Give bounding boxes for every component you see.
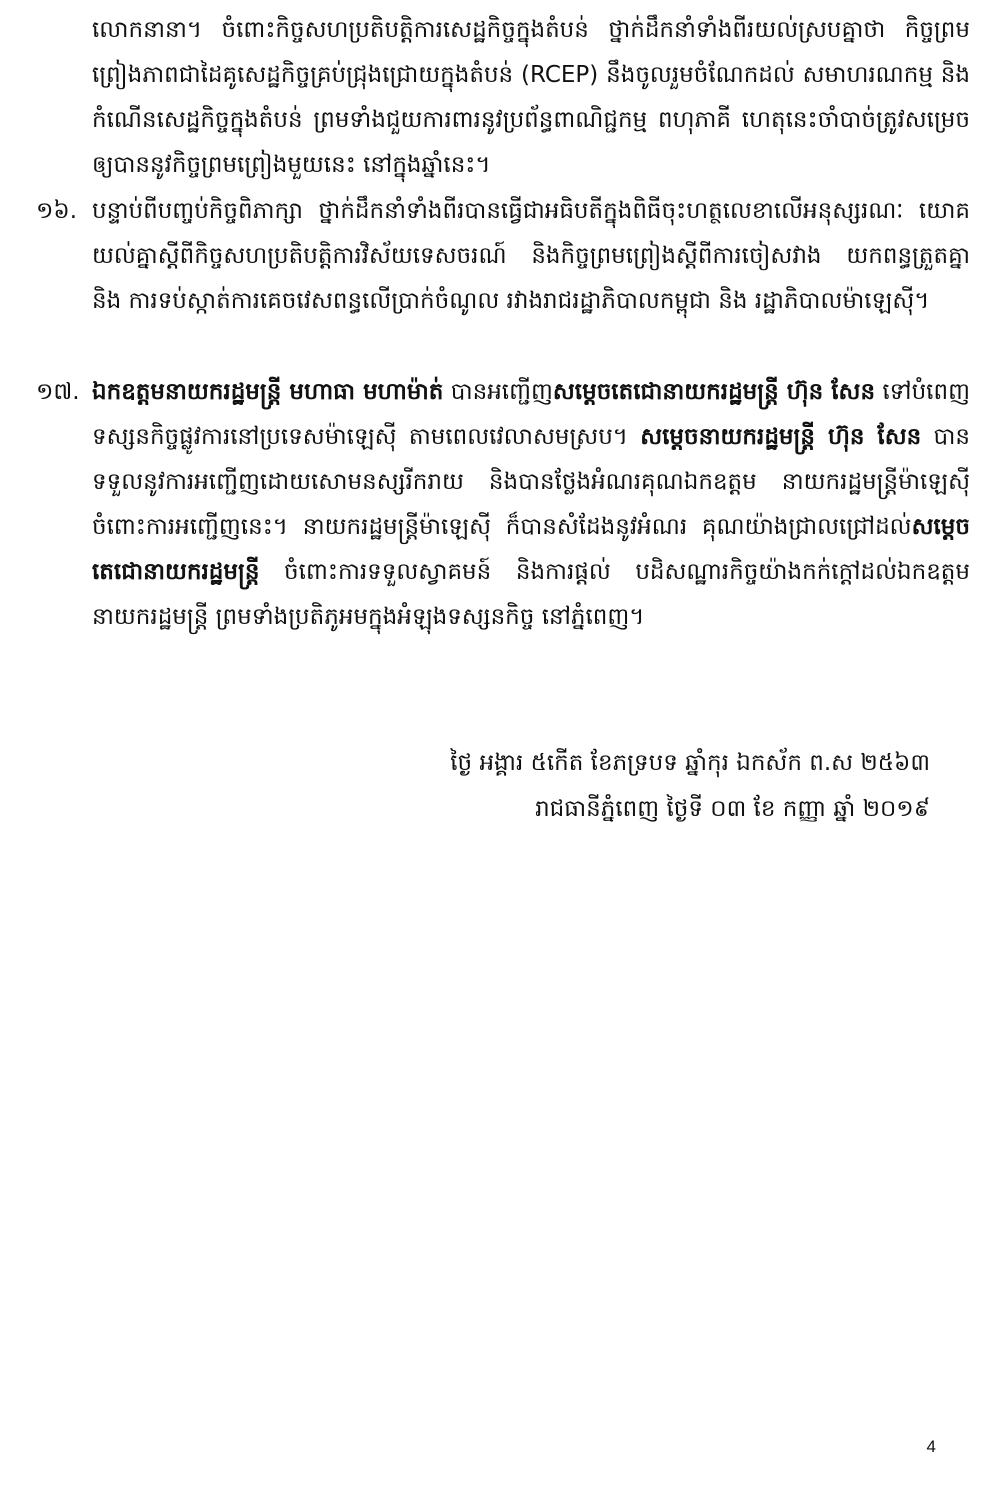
lunar-date-line: ថ្ងៃ អង្គារ ៥កើត ខែភទ្របទ ឆ្នាំកុរ ឯកស័ក ព.ស ២៥៦៣ (450, 750, 930, 776)
paragraph-17 (36, 370, 970, 640)
paragraph-text: លោកនានា។ ចំពោះកិច្ចសហប្រតិបត្តិការសេដ្ឋកិច្ចក្នុងតំបន់ ថ្នាក់ដឹកនាំទាំងពីរយល់ស្របគ្នាថា កិច្ចព្រមព្រៀងភាពជាដៃគូសេដ្ឋកិច្ចគ្រប់ជ្រុងជ្រោយក្នុងតំបន់ (RCEP) នឹងចូលរួមចំណែកដល់ សមាហរណកម្ម និងកំណើនសេដ្ឋកិច្ចក្នុងតំបន់ ព្រមទាំងជួយការពារនូវប្រព័ន្ធពាណិជ្ជកម្ម ពហុភាគី ហេតុនេះចាំបាច់ត្រូវសម្រេចឲ្យបាននូវកិច្ចព្រមព្រៀងមួយនេះ នៅក្នុងឆ្នាំនេះ។ (92, 17, 970, 178)
paragraph-text: បន្ទាប់ពីបញ្ចប់កិច្ចពិភាក្សា ថ្នាក់ដឹកនាំទាំងពីរបានធ្វើជាអធិបតីក្នុងពិធីចុះហត្ថលេខាលើអនុស្សរណៈ យោគយល់គ្នាស្តីពីកិច្ចសហប្រតិបត្តិការវិស័យទេសចរណ៍ និងកិច្ចព្រមព្រៀងស្តីពីការចៀសវាង យកពន្ធត្រួតគ្នា និង ការទប់ស្កាត់ការគេចវេសពន្ធលើប្រាក់ចំណូល រវាងរាជរដ្ឋាភិបាលកម្ពុជា និង រដ្ឋាភិបាលម៉ាឡេស៊ី។ (92, 198, 970, 314)
text-segment: ទៅបំពេញទស្សនកិច្ចផ្លូវការនៅប្រទេសម៉ាឡេស៊ី តាមពេលវេលាសមស្រប។ (92, 379, 970, 450)
paragraph-number: ១៧. (36, 379, 80, 405)
text-segment: ចំពោះការទទួលស្វាគមន៍ និងការផ្តល់ បដិសណ្ឋារកិច្ចយ៉ាងកក់ក្តៅដល់ឯកឧត្តមនាយករដ្ឋមន្ត្រី ព្រមទាំងប្រតិភូអមក្នុងអំឡុងទស្សនកិច្ច នៅភ្នំពេញ។ (92, 559, 970, 630)
paragraph-15-continuation (36, 8, 970, 188)
paragraph-number: ១៦. (36, 198, 78, 224)
paragraph-text (92, 370, 970, 640)
date-signature-block (450, 740, 930, 832)
text-segment: បានអញ្ជើញ (443, 379, 553, 405)
solar-date-line: រាជធានីភ្នំពេញ ថ្ងៃទី ០៣ ខែ កញ្ញា ឆ្នាំ ២០១៩ (535, 796, 930, 822)
text-segment-bold: ឯកឧត្តមនាយករដ្ឋមន្ត្រី មហាធា មហាម៉ាត់ (92, 379, 444, 405)
text-segment-bold: សម្តេចនាយករដ្ឋមន្ត្រី ហ៊ុន សែន (640, 424, 922, 450)
text-segment: បានទទួលនូវការអញ្ជើញដោយសោមនស្សរីករាយ និងបានថ្លែងអំណរគុណឯកឧត្តម នាយករដ្ឋមន្ត្រីម៉ាឡេស៊ីចំពោះការអញ្ជើញនេះ។ នាយករដ្ឋមន្ត្រីម៉ាឡេស៊ី ក៏បានសំដែងនូវអំណរ គុណយ៉ាងជ្រាលជ្រៅដល់ (92, 424, 970, 540)
page-number: 4 (926, 1437, 936, 1456)
paragraph-16 (36, 189, 970, 324)
text-segment-bold: សម្តេចតេជោនាយករដ្ឋមន្ត្រី (92, 514, 970, 585)
text-segment-bold: សម្តេចតេជោនាយករដ្ឋមន្ត្រី ហ៊ុន សែន (552, 379, 876, 405)
